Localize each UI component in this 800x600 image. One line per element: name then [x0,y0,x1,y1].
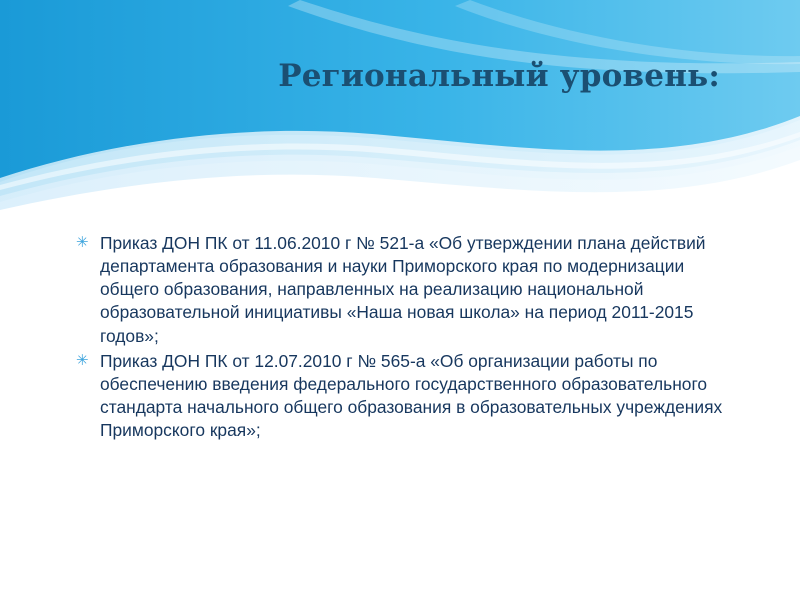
list-item-text: Приказ ДОН ПК от 12.07.2010 г № 565-а «Об организации работы по обеспечению введения федерального государственного образовательного стандарта начального общего образования в образовательных учреждениях Приморского края»; [100,350,723,441]
list-item-text: Приказ ДОН ПК от 11.06.2010 г № 521-а «Об утверждении плана действий департамента образования и науки Приморского края по модернизации общего образования, направленных на реализацию национальной образовательной инициативы «Наша новая школа» на период 2011-2015 годов»; [100,233,706,346]
banner-wave-graphic [0,0,800,210]
bullet-marker-icon: ✳ [76,234,89,251]
bullet-marker-icon: ✳ [76,351,89,369]
bullet-list [72,232,744,442]
list-item [72,232,744,348]
list-item [72,350,744,443]
header-banner-decoration [0,0,800,210]
slide-body [72,232,744,444]
slide-title: Региональный уровень: [278,58,720,94]
